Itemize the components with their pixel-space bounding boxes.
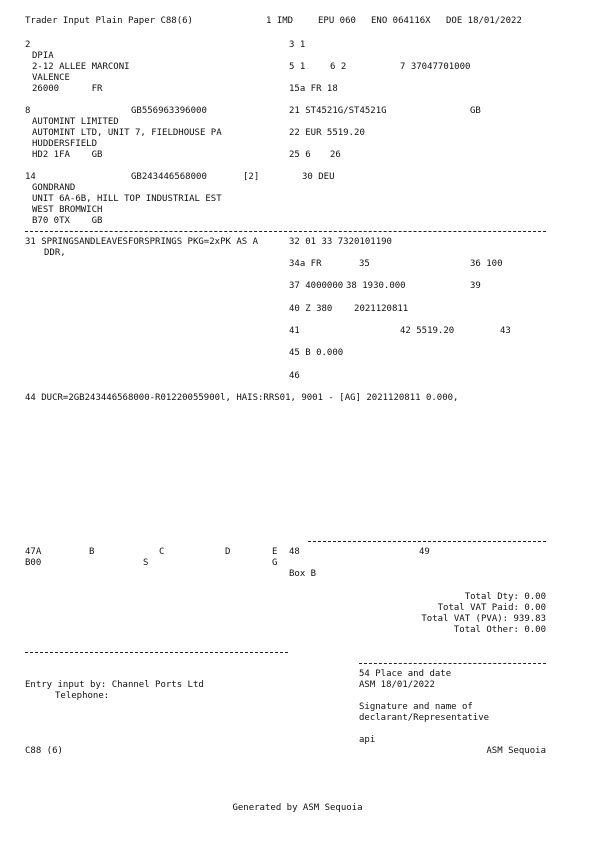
box-b-label: Box B [289, 569, 317, 579]
footer-divider-right [359, 663, 546, 664]
box21-country: GB [470, 106, 481, 116]
box39-quota: 39 [470, 281, 481, 291]
box47a-label: 47A [25, 547, 42, 557]
box26-inland-mode: 26 [330, 150, 341, 160]
signature-value: api [359, 735, 376, 745]
consignor-line: DPIA [32, 51, 54, 61]
form-title: Trader Input Plain Paper C88(6) [25, 16, 193, 26]
box45-adjustment: 45 B 0.000 [289, 348, 344, 358]
declarant-eori: GB243446568000 [131, 172, 207, 182]
box35-gross-mass: 35 [359, 259, 370, 269]
box47-col-c: C [159, 547, 165, 557]
box38-net-mass: 38 1930.000 [346, 281, 406, 291]
box47-tax-base: S [143, 558, 149, 568]
box42-item-price: 42 5519.20 [400, 326, 455, 336]
box37-procedure: 37 4000000 [289, 281, 344, 291]
date-of-entry: DOE 18/01/2022 [446, 16, 522, 26]
box54-place-date: ASM 18/01/2022 [359, 680, 435, 690]
box41-supplementary-units: 41 [289, 326, 300, 336]
consignor-line: 26000 FR [32, 84, 103, 94]
footer-divider-left [25, 652, 288, 653]
consignor-line: VALENCE [32, 73, 70, 83]
box7-reference: 7 37047701000 [400, 62, 471, 72]
telephone-label: Telephone: [55, 691, 110, 701]
declarant-line: B70 0TX GB [32, 216, 103, 226]
box31-goods-description: 31 SPRINGSANDLEAVESFORSPRINGS PKG=2xPK AS A [25, 237, 258, 247]
box44-additional-info: 44 DUCR=2GB243446568000-R01220055900l, HAIS:RRS01, 9001 - [AG] 2021120811 0.000, [25, 393, 459, 403]
box34a-origin: 34a FR [289, 259, 322, 269]
consignor-line: 2-12 ALLEE MARCONI [32, 62, 130, 72]
box5-items: 5 1 [289, 62, 306, 72]
box36-preference: 36 100 [470, 259, 503, 269]
box31-goods-description-cont: DDR, [44, 248, 66, 258]
epu-number: EPU 060 [318, 16, 356, 26]
box32-commodity-code: 32 01 33 7320101190 [289, 237, 392, 247]
box47-col-d: D [225, 547, 231, 557]
system-name: ASM Sequoia [486, 746, 546, 756]
declarant-line: WEST BROMWICH [32, 205, 103, 215]
consignee-line: HD2 1FA GB [32, 150, 103, 160]
box40-previous-document: 40 Z 380 2021120811 [289, 304, 409, 314]
declarant-line: GONDRAND [32, 183, 76, 193]
box49-warehouse: 49 [419, 547, 430, 557]
box47-tax-type: B00 [25, 558, 42, 568]
signature-label: Signature and name of [359, 702, 473, 712]
box14-label: 14 [25, 172, 36, 182]
box21-transport: 21 ST4521G/ST4521G [289, 106, 387, 116]
entry-number: ENO 064116X [371, 16, 431, 26]
box48-deferred-payment: 48 [289, 547, 300, 557]
box47-method: G [272, 558, 278, 568]
box47-col-b: B [89, 547, 95, 557]
box1-declaration-type: 1 IMD [266, 16, 294, 26]
consignee-line: AUTOMINT LIMITED [32, 117, 119, 127]
consignee-line: AUTOMINT LTD, UNIT 7, FIELDHOUSE PA [32, 128, 222, 138]
total-duty: Total Dty: 0.00 [464, 592, 546, 602]
box47-col-e: E [272, 547, 278, 557]
box46-statistical-value: 46 [289, 371, 300, 381]
declarant-line: UNIT 6A-6B, HILL TOP INDUSTRIAL EST [32, 194, 222, 204]
box15a-dispatch-country: 15a FR 18 [289, 84, 338, 94]
box25-transport-mode: 25 6 [289, 150, 311, 160]
form-code: C88 (6) [25, 746, 63, 756]
entry-input-by: Entry input by: Channel Ports Ltd [25, 680, 204, 690]
box43-valuation-method: 43 [500, 326, 511, 336]
signature-label-cont: declarant/Representative [359, 713, 490, 723]
consignee-line: HUDDERSFIELD [32, 139, 98, 149]
box8-label: 8 [25, 106, 31, 116]
tax-divider [308, 541, 546, 542]
box3-forms: 3 1 [289, 40, 306, 50]
box22-currency-amount: 22 EUR 5519.20 [289, 128, 365, 138]
box2-label: 2 [25, 40, 31, 50]
consignee-eori: GB556963396000 [131, 106, 207, 116]
box54-label: 54 Place and date [359, 669, 452, 679]
section-divider [25, 231, 546, 232]
box6-packages: 6 2 [330, 62, 347, 72]
generated-by: Generated by ASM Sequoia [232, 803, 363, 813]
total-vat-paid: Total VAT Paid: 0.00 [437, 603, 546, 613]
box30-location: 30 DEU [302, 172, 335, 182]
total-vat-pva: Total VAT (PVA): 939.83 [421, 614, 546, 624]
total-other: Total Other: 0.00 [453, 625, 546, 635]
declarant-status: [2] [243, 172, 260, 182]
